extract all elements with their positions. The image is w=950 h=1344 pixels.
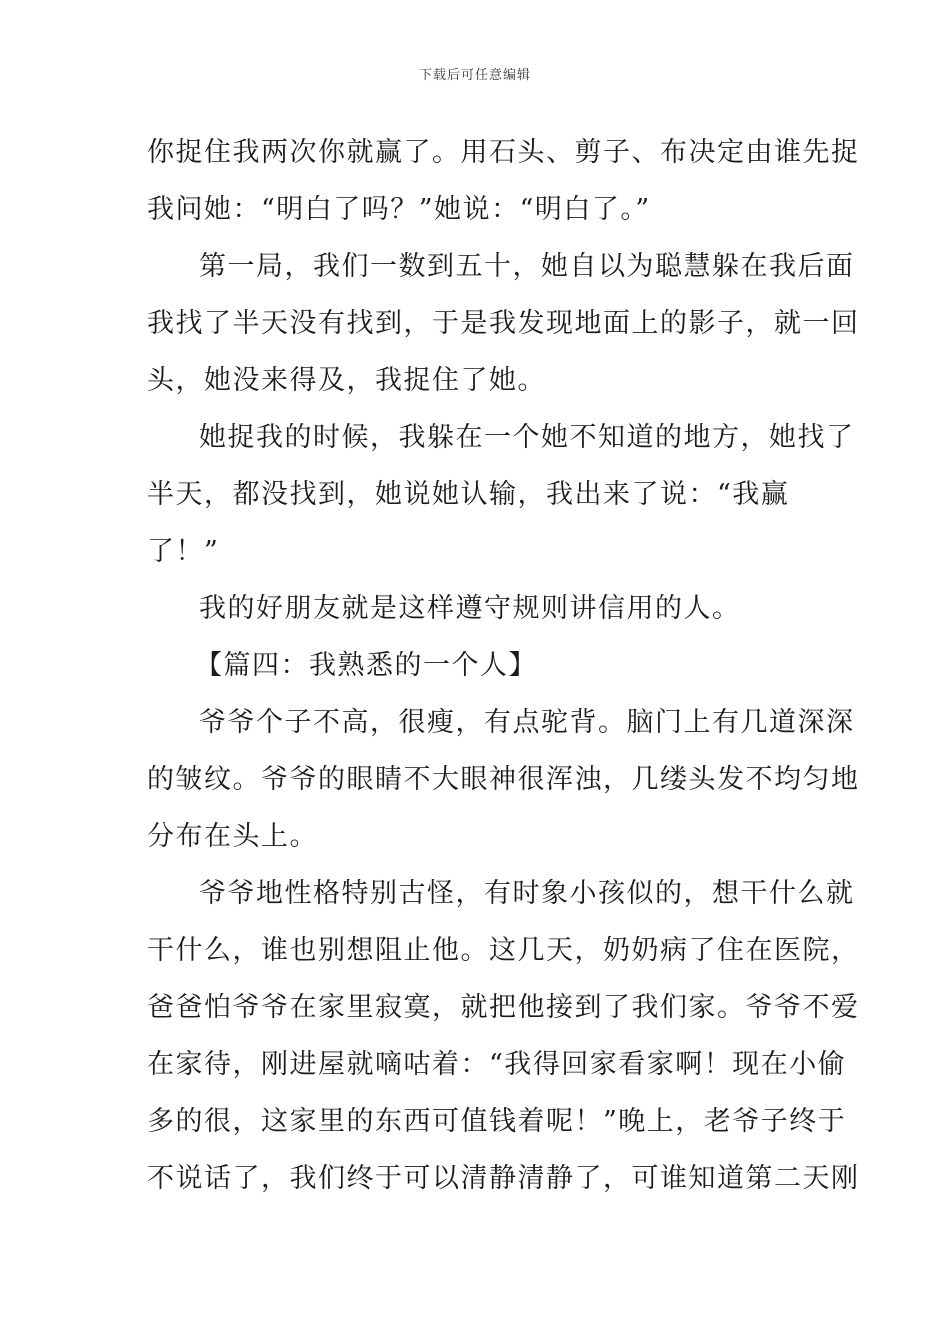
paragraph-start-line: 爷爷地性格特别古怪，有时象小孩似的，想干什么就 bbox=[199, 878, 855, 909]
paragraph-start-line: 我的好朋友就是这样遵守规则讲信用的人。 bbox=[199, 593, 741, 624]
text-line: 你捉住我两次你就赢了。用石头、剪子、布决定由谁先捉 bbox=[147, 137, 860, 168]
text-line: 干什么，谁也别想阻止他。这几天，奶奶病了住在医院， bbox=[147, 935, 860, 966]
page-header-note: 下载后可任意编辑 bbox=[418, 68, 531, 83]
text-line: 的皱纹。爷爷的眼睛不大眼神很浑浊，几缕头发不均匀地 bbox=[147, 764, 860, 795]
text-line: 了！” bbox=[147, 536, 220, 567]
paragraph-start-line: 她捉我的时候，我躲在一个她不知道的地方，她找了 bbox=[199, 422, 855, 453]
text-line: 我找了半天没有找到，于是我发现地面上的影子，就一回 bbox=[147, 308, 860, 339]
text-line: 头，她没来得及，我捉住了她。 bbox=[147, 365, 546, 396]
text-line: 半天，都没找到，她说她认输，我出来了说：“我赢 bbox=[147, 479, 790, 510]
text-line: 多的很，这家里的东西可值钱着呢！”晚上，老爷子终于 bbox=[147, 1106, 847, 1137]
text-line: 在家待，刚进屋就嘀咕着：“我得回家看家啊！现在小偷 bbox=[147, 1049, 847, 1080]
text-line: 分布在头上。 bbox=[147, 821, 318, 852]
text-line: 爸爸怕爷爷在家里寂寞，就把他接到了我们家。爷爷不爱 bbox=[147, 992, 860, 1023]
section-heading: 【篇四：我熟悉的一个人】 bbox=[195, 650, 537, 681]
paragraph-start-line: 爷爷个子不高，很瘦，有点驼背。脑门上有几道深深 bbox=[199, 707, 855, 738]
text-line: 不说话了，我们终于可以清静清静了，可谁知道第二天刚 bbox=[147, 1163, 860, 1194]
text-line: 我问她：“明白了吗？”她说：“明白了。” bbox=[147, 194, 651, 225]
document-body bbox=[147, 124, 860, 1207]
paragraph-start-line: 第一局，我们一数到五十，她自以为聪慧躲在我后面 bbox=[199, 251, 855, 282]
